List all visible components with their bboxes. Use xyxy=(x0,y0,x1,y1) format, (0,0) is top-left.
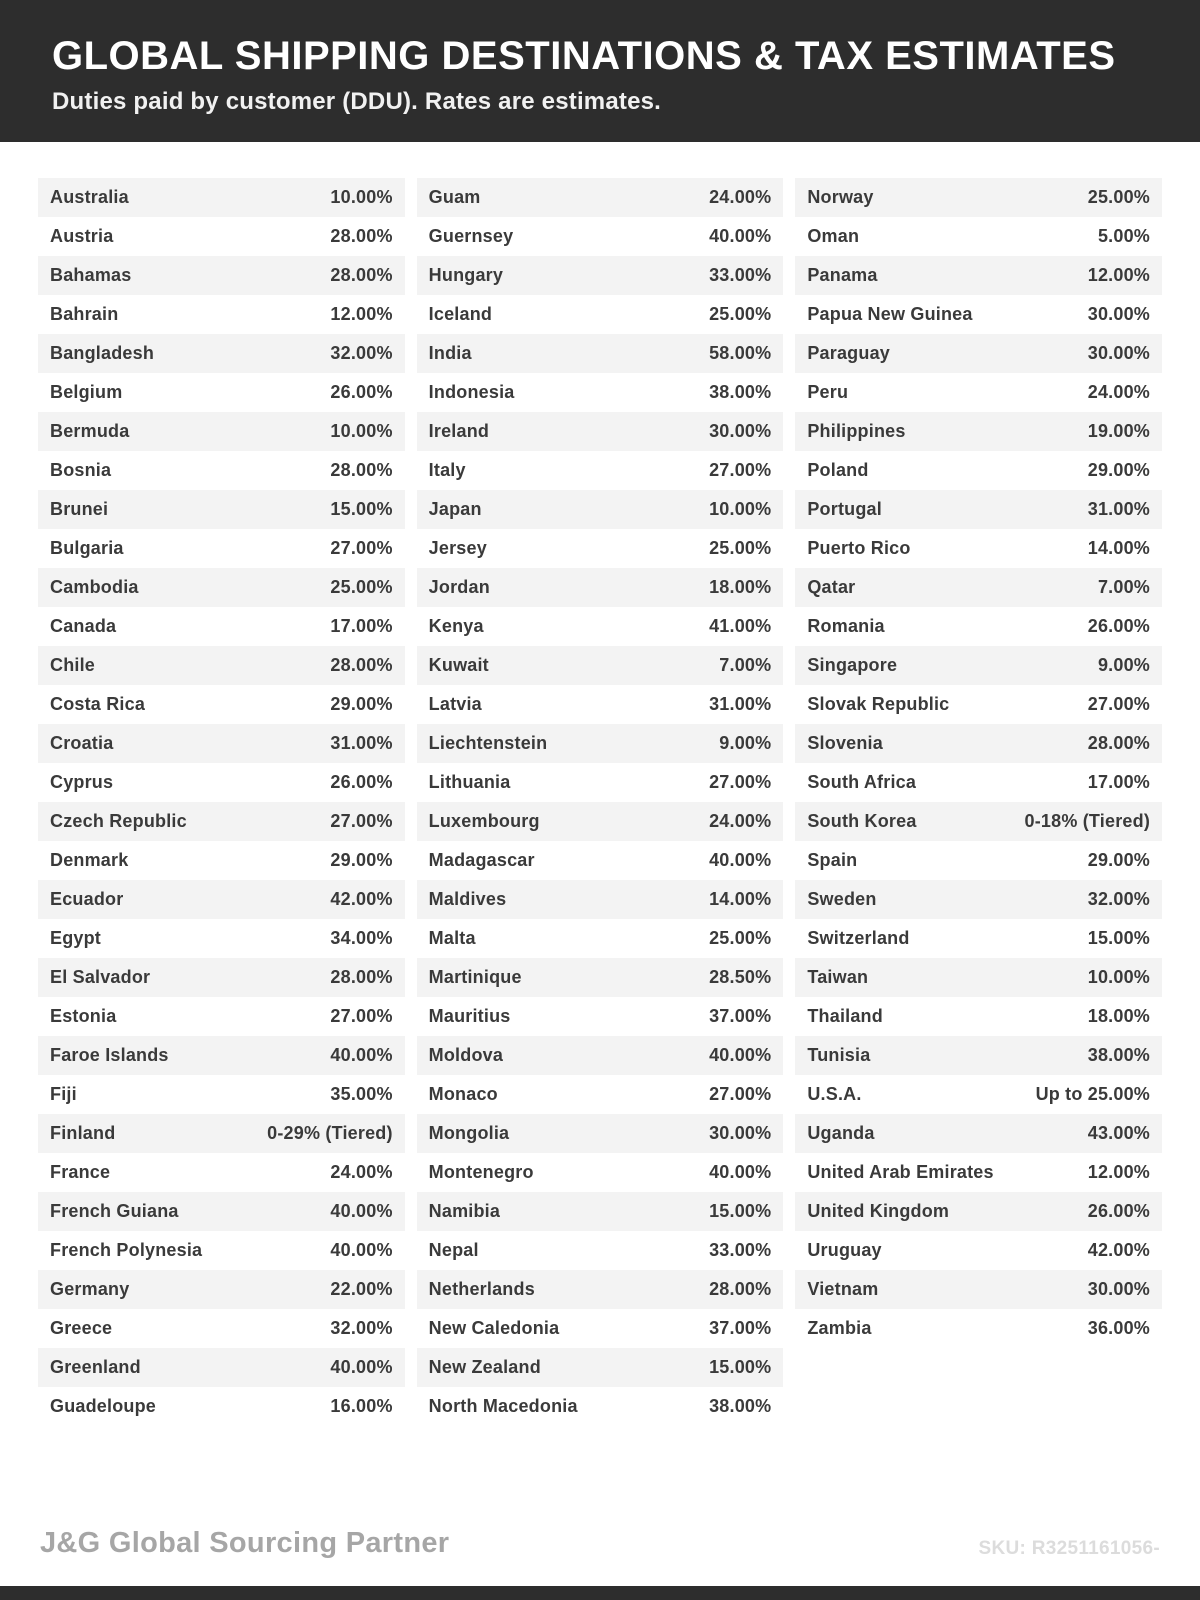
country-name: Oman xyxy=(807,226,860,246)
rate-row xyxy=(38,1192,405,1231)
rate-row xyxy=(38,373,405,412)
rate-row xyxy=(417,1153,784,1192)
rate-row xyxy=(417,1075,784,1114)
country-name: Cyprus xyxy=(50,772,114,792)
tax-rate: 29.00% xyxy=(1087,850,1151,870)
tax-rate: 31.00% xyxy=(709,694,772,714)
tax-rate: 10.00% xyxy=(330,421,393,441)
country-name: North Macedonia xyxy=(428,1396,578,1416)
rate-row xyxy=(795,1192,1162,1231)
rate-row xyxy=(417,412,784,451)
tax-rate: 35.00% xyxy=(330,1084,393,1104)
country-name: Taiwan xyxy=(807,967,869,987)
country-name: Maldives xyxy=(428,889,507,909)
rate-row xyxy=(38,724,405,763)
tax-rate: 43.00% xyxy=(1087,1123,1151,1143)
rate-row xyxy=(795,451,1162,490)
country-name: Guernsey xyxy=(428,226,514,246)
rates-column-2 xyxy=(417,178,784,1426)
rate-row xyxy=(38,1348,405,1387)
country-name: Panama xyxy=(807,265,878,285)
country-name: Costa Rica xyxy=(50,694,146,714)
rate-row xyxy=(417,841,784,880)
bottom-bar xyxy=(0,1586,1200,1600)
tax-rate: 7.00% xyxy=(1097,577,1151,597)
country-name: El Salvador xyxy=(50,967,151,987)
country-name: Finland xyxy=(50,1123,116,1143)
country-name: Germany xyxy=(50,1279,130,1299)
rate-row xyxy=(417,178,784,217)
tax-rate: 12.00% xyxy=(330,304,393,324)
tax-rate: 38.00% xyxy=(709,1396,772,1416)
country-name: Guam xyxy=(428,187,481,207)
rate-row xyxy=(795,685,1162,724)
country-name: Qatar xyxy=(807,577,856,597)
country-name: United Arab Emirates xyxy=(807,1162,994,1182)
rate-row xyxy=(795,1231,1162,1270)
rate-row xyxy=(38,451,405,490)
rate-row xyxy=(38,490,405,529)
rate-row xyxy=(417,490,784,529)
tax-rate: 25.00% xyxy=(330,577,393,597)
rate-row xyxy=(417,685,784,724)
country-name: Bahrain xyxy=(50,304,119,324)
country-name: Bangladesh xyxy=(50,343,155,363)
tax-rate: 29.00% xyxy=(330,694,393,714)
tax-rate: 24.00% xyxy=(709,187,772,207)
country-name: Norway xyxy=(807,187,874,207)
country-name: Malta xyxy=(428,928,476,948)
country-name: Vietnam xyxy=(807,1279,879,1299)
rate-row xyxy=(795,1114,1162,1153)
rate-row xyxy=(795,373,1162,412)
country-name: Tunisia xyxy=(807,1045,871,1065)
country-name: Uruguay xyxy=(807,1240,882,1260)
rate-row xyxy=(795,1153,1162,1192)
tax-rate: 26.00% xyxy=(330,772,393,792)
tax-rate: Up to 25.00% xyxy=(1035,1084,1151,1104)
rate-row xyxy=(38,1036,405,1075)
rate-row xyxy=(417,919,784,958)
rate-row xyxy=(38,412,405,451)
tax-rate: 26.00% xyxy=(330,382,393,402)
tax-rate: 30.00% xyxy=(709,1123,772,1143)
rate-row xyxy=(795,529,1162,568)
country-name: South Africa xyxy=(807,772,917,792)
tax-rate: 5.00% xyxy=(1097,226,1151,246)
tax-rate: 42.00% xyxy=(1087,1240,1151,1260)
country-name: Luxembourg xyxy=(428,811,540,831)
rate-row xyxy=(417,256,784,295)
tax-rate: 38.00% xyxy=(709,382,772,402)
tax-rate: 40.00% xyxy=(330,1240,393,1260)
header-banner xyxy=(0,0,1200,142)
rate-row xyxy=(38,919,405,958)
tax-rate: 12.00% xyxy=(1087,1162,1151,1182)
tax-rate: 28.00% xyxy=(330,226,393,246)
country-name: Zambia xyxy=(807,1318,872,1338)
country-name: Portugal xyxy=(807,499,882,519)
tax-rate: 40.00% xyxy=(709,1045,772,1065)
rate-row xyxy=(38,1075,405,1114)
rate-row xyxy=(417,1114,784,1153)
tax-rate: 17.00% xyxy=(1087,772,1151,792)
tax-rate: 25.00% xyxy=(709,538,772,558)
rate-row xyxy=(417,763,784,802)
tax-rate: 28.00% xyxy=(330,655,393,675)
tax-rate: 33.00% xyxy=(709,1240,772,1260)
rate-row xyxy=(795,724,1162,763)
country-name: Ireland xyxy=(428,421,490,441)
country-name: Poland xyxy=(807,460,869,480)
country-name: Denmark xyxy=(50,850,129,870)
rate-row xyxy=(795,217,1162,256)
tax-rate: 42.00% xyxy=(330,889,393,909)
tax-rate: 40.00% xyxy=(709,850,772,870)
rate-row xyxy=(417,334,784,373)
tax-rate: 28.00% xyxy=(1087,733,1151,753)
country-name: Montenegro xyxy=(428,1162,534,1182)
tax-rate: 22.00% xyxy=(330,1279,393,1299)
country-name: Bermuda xyxy=(50,421,130,441)
tax-rate: 27.00% xyxy=(330,538,393,558)
country-name: Sweden xyxy=(807,889,877,909)
country-name: French Guiana xyxy=(50,1201,179,1221)
rate-row xyxy=(795,880,1162,919)
tax-rate: 30.00% xyxy=(709,421,772,441)
brand-text: J&G Global Sourcing Partner xyxy=(40,1527,450,1559)
tax-rate: 28.00% xyxy=(330,460,393,480)
rate-row xyxy=(795,568,1162,607)
rate-row xyxy=(795,1309,1162,1348)
country-name: Canada xyxy=(50,616,117,636)
rate-row xyxy=(417,997,784,1036)
rate-row xyxy=(417,451,784,490)
tax-rate: 31.00% xyxy=(1087,499,1151,519)
country-name: Romania xyxy=(807,616,885,636)
tax-rate: 29.00% xyxy=(330,850,393,870)
country-name: Estonia xyxy=(50,1006,117,1026)
country-name: Czech Republic xyxy=(50,811,187,831)
tax-rate: 15.00% xyxy=(709,1201,772,1221)
country-name: Papua New Guinea xyxy=(807,304,973,324)
country-name: Mongolia xyxy=(428,1123,510,1143)
country-name: Philippines xyxy=(807,421,906,441)
country-name: Peru xyxy=(807,382,849,402)
rates-grid xyxy=(0,142,1200,1426)
rate-row xyxy=(38,958,405,997)
rate-row xyxy=(795,1075,1162,1114)
country-name: Belgium xyxy=(50,382,123,402)
country-name: Egypt xyxy=(50,928,102,948)
tax-rate: 17.00% xyxy=(330,616,393,636)
rate-row xyxy=(38,1387,405,1426)
tax-rate: 31.00% xyxy=(330,733,393,753)
tax-rate: 18.00% xyxy=(1087,1006,1151,1026)
tax-rate: 24.00% xyxy=(1087,382,1151,402)
country-name: Slovenia xyxy=(807,733,883,753)
tax-rate: 0-29% (Tiered) xyxy=(267,1123,393,1143)
rates-column-1 xyxy=(38,178,405,1426)
tax-rate: 26.00% xyxy=(1087,616,1151,636)
country-name: Jersey xyxy=(428,538,487,558)
tax-rate: 26.00% xyxy=(1087,1201,1151,1221)
country-name: Slovak Republic xyxy=(807,694,950,714)
country-name: Croatia xyxy=(50,733,114,753)
rates-column-3 xyxy=(795,178,1162,1426)
rate-row xyxy=(795,490,1162,529)
country-name: Switzerland xyxy=(807,928,910,948)
tax-rate: 41.00% xyxy=(709,616,772,636)
rate-row xyxy=(417,1036,784,1075)
rate-row xyxy=(795,607,1162,646)
country-name: India xyxy=(428,343,472,363)
rate-row xyxy=(417,295,784,334)
tax-rate: 24.00% xyxy=(709,811,772,831)
country-name: Uganda xyxy=(807,1123,875,1143)
tax-rate: 36.00% xyxy=(1087,1318,1151,1338)
country-name: Kuwait xyxy=(428,655,489,675)
country-name: Martinique xyxy=(428,967,522,987)
rate-row xyxy=(38,568,405,607)
tax-rate: 40.00% xyxy=(709,226,772,246)
rate-row xyxy=(417,217,784,256)
rate-row xyxy=(417,607,784,646)
country-name: Thailand xyxy=(807,1006,883,1026)
tax-rate: 40.00% xyxy=(330,1357,393,1377)
rate-row xyxy=(38,1153,405,1192)
country-name: Netherlands xyxy=(428,1279,535,1299)
rate-row xyxy=(795,919,1162,958)
tax-rate: 40.00% xyxy=(330,1201,393,1221)
tax-rate: 40.00% xyxy=(330,1045,393,1065)
country-name: South Korea xyxy=(807,811,917,831)
rate-row xyxy=(795,295,1162,334)
country-name: Namibia xyxy=(428,1201,501,1221)
tax-rate: 32.00% xyxy=(330,1318,393,1338)
tax-rate: 10.00% xyxy=(1087,967,1151,987)
country-name: Puerto Rico xyxy=(807,538,911,558)
rate-row xyxy=(38,1114,405,1153)
rate-row xyxy=(417,958,784,997)
rate-row xyxy=(38,607,405,646)
rate-row xyxy=(795,802,1162,841)
footer xyxy=(0,1527,1200,1560)
country-name: New Caledonia xyxy=(428,1318,560,1338)
country-name: Australia xyxy=(50,187,129,207)
tax-rate: 40.00% xyxy=(709,1162,772,1182)
country-name: Greenland xyxy=(50,1357,141,1377)
country-name: Ecuador xyxy=(50,889,124,909)
tax-rate: 7.00% xyxy=(719,655,772,675)
rate-row xyxy=(38,334,405,373)
tax-rate: 9.00% xyxy=(719,733,772,753)
rate-row xyxy=(38,1231,405,1270)
rate-row xyxy=(417,1192,784,1231)
rate-row xyxy=(38,997,405,1036)
rate-row xyxy=(795,412,1162,451)
rate-row xyxy=(417,373,784,412)
country-name: France xyxy=(50,1162,111,1182)
country-name: Singapore xyxy=(807,655,898,675)
rate-row xyxy=(38,763,405,802)
tax-rate: 16.00% xyxy=(330,1396,393,1416)
country-name: Liechtenstein xyxy=(428,733,548,753)
rate-row xyxy=(795,997,1162,1036)
tax-rate: 38.00% xyxy=(1087,1045,1151,1065)
tax-rate: 27.00% xyxy=(1087,694,1151,714)
tax-rate: 9.00% xyxy=(1097,655,1151,675)
tax-rate: 24.00% xyxy=(330,1162,393,1182)
country-name: Hungary xyxy=(428,265,504,285)
rate-row xyxy=(417,568,784,607)
tax-rate: 34.00% xyxy=(330,928,393,948)
tax-rate: 28.00% xyxy=(330,967,393,987)
country-name: Spain xyxy=(807,850,858,870)
tax-rate: 30.00% xyxy=(1087,304,1151,324)
country-name: Indonesia xyxy=(428,382,515,402)
rate-row xyxy=(38,802,405,841)
country-name: New Zealand xyxy=(428,1357,541,1377)
tax-rate: 28.00% xyxy=(709,1279,772,1299)
rate-row xyxy=(38,1270,405,1309)
rate-row xyxy=(417,724,784,763)
tax-rate: 10.00% xyxy=(330,187,393,207)
rate-row xyxy=(38,256,405,295)
country-name: Faroe Islands xyxy=(50,1045,169,1065)
country-name: Madagascar xyxy=(428,850,535,870)
tax-rate: 15.00% xyxy=(330,499,393,519)
tax-rate: 32.00% xyxy=(330,343,393,363)
country-name: Cambodia xyxy=(50,577,139,597)
page-title: GLOBAL SHIPPING DESTINATIONS & TAX ESTIMATES xyxy=(52,34,1116,78)
rate-row xyxy=(417,529,784,568)
country-name: United Kingdom xyxy=(807,1201,950,1221)
rate-row xyxy=(795,334,1162,373)
rate-row xyxy=(38,646,405,685)
tax-rate: 29.00% xyxy=(1087,460,1151,480)
country-name: Austria xyxy=(50,226,114,246)
rate-row xyxy=(417,880,784,919)
country-name: U.S.A. xyxy=(807,1084,862,1104)
rate-row xyxy=(795,256,1162,295)
sku-text: SKU: R3251161056- xyxy=(978,1538,1160,1559)
country-name: Fiji xyxy=(50,1084,77,1104)
tax-rate: 12.00% xyxy=(1087,265,1151,285)
rate-row xyxy=(417,1231,784,1270)
country-name: Mauritius xyxy=(428,1006,511,1026)
country-name: Bahamas xyxy=(50,265,132,285)
rate-row xyxy=(795,1036,1162,1075)
country-name: Chile xyxy=(50,655,96,675)
rate-row xyxy=(417,646,784,685)
tax-rate: 28.50% xyxy=(709,967,772,987)
tax-rate: 33.00% xyxy=(709,265,772,285)
tax-rate: 30.00% xyxy=(1087,343,1151,363)
country-name: Paraguay xyxy=(807,343,890,363)
rate-row xyxy=(38,529,405,568)
tax-rate: 18.00% xyxy=(709,577,772,597)
page-subtitle: Duties paid by customer (DDU). Rates are estimates. xyxy=(52,88,662,115)
tax-rate: 37.00% xyxy=(709,1006,772,1026)
tax-rate: 10.00% xyxy=(709,499,772,519)
rate-row xyxy=(38,1309,405,1348)
country-name: Nepal xyxy=(428,1240,479,1260)
country-name: Lithuania xyxy=(428,772,511,792)
tax-rate: 28.00% xyxy=(330,265,393,285)
rate-row xyxy=(795,178,1162,217)
rate-row xyxy=(417,1348,784,1387)
country-name: Latvia xyxy=(428,694,482,714)
rate-row xyxy=(38,178,405,217)
tax-rate: 27.00% xyxy=(709,772,772,792)
tax-rate: 25.00% xyxy=(1087,187,1151,207)
rate-row xyxy=(38,217,405,256)
rate-row xyxy=(417,802,784,841)
rate-row xyxy=(38,685,405,724)
rate-row xyxy=(417,1309,784,1348)
rate-row xyxy=(417,1270,784,1309)
country-name: Brunei xyxy=(50,499,109,519)
rate-row xyxy=(38,295,405,334)
rate-row xyxy=(795,763,1162,802)
rate-row xyxy=(417,1387,784,1426)
tax-rate: 0-18% (Tiered) xyxy=(1024,811,1151,831)
country-name: Japan xyxy=(428,499,482,519)
country-name: Italy xyxy=(428,460,466,480)
tax-rate: 14.00% xyxy=(1087,538,1151,558)
tax-rate: 15.00% xyxy=(709,1357,772,1377)
tax-rate: 25.00% xyxy=(709,928,772,948)
tax-rate: 27.00% xyxy=(709,1084,772,1104)
tax-rate: 25.00% xyxy=(709,304,772,324)
tax-rate: 30.00% xyxy=(1087,1279,1151,1299)
tax-rate: 37.00% xyxy=(709,1318,772,1338)
country-name: Monaco xyxy=(428,1084,498,1104)
tax-rate: 27.00% xyxy=(330,1006,393,1026)
rate-row xyxy=(795,841,1162,880)
tax-rate: 58.00% xyxy=(709,343,772,363)
tax-rate: 15.00% xyxy=(1087,928,1151,948)
country-name: Bulgaria xyxy=(50,538,124,558)
rate-row xyxy=(795,646,1162,685)
tax-rate: 27.00% xyxy=(709,460,772,480)
tax-rate: 14.00% xyxy=(709,889,772,909)
tax-rate: 32.00% xyxy=(1087,889,1151,909)
country-name: Greece xyxy=(50,1318,113,1338)
tax-rate: 27.00% xyxy=(330,811,393,831)
rate-row xyxy=(795,958,1162,997)
country-name: Moldova xyxy=(428,1045,504,1065)
country-name: Bosnia xyxy=(50,460,112,480)
rate-row xyxy=(38,880,405,919)
country-name: Guadeloupe xyxy=(50,1396,157,1416)
country-name: French Polynesia xyxy=(50,1240,203,1260)
rate-row xyxy=(795,1270,1162,1309)
country-name: Iceland xyxy=(428,304,493,324)
tax-rate: 19.00% xyxy=(1087,421,1151,441)
country-name: Jordan xyxy=(428,577,490,597)
rate-row xyxy=(38,841,405,880)
country-name: Kenya xyxy=(428,616,484,636)
